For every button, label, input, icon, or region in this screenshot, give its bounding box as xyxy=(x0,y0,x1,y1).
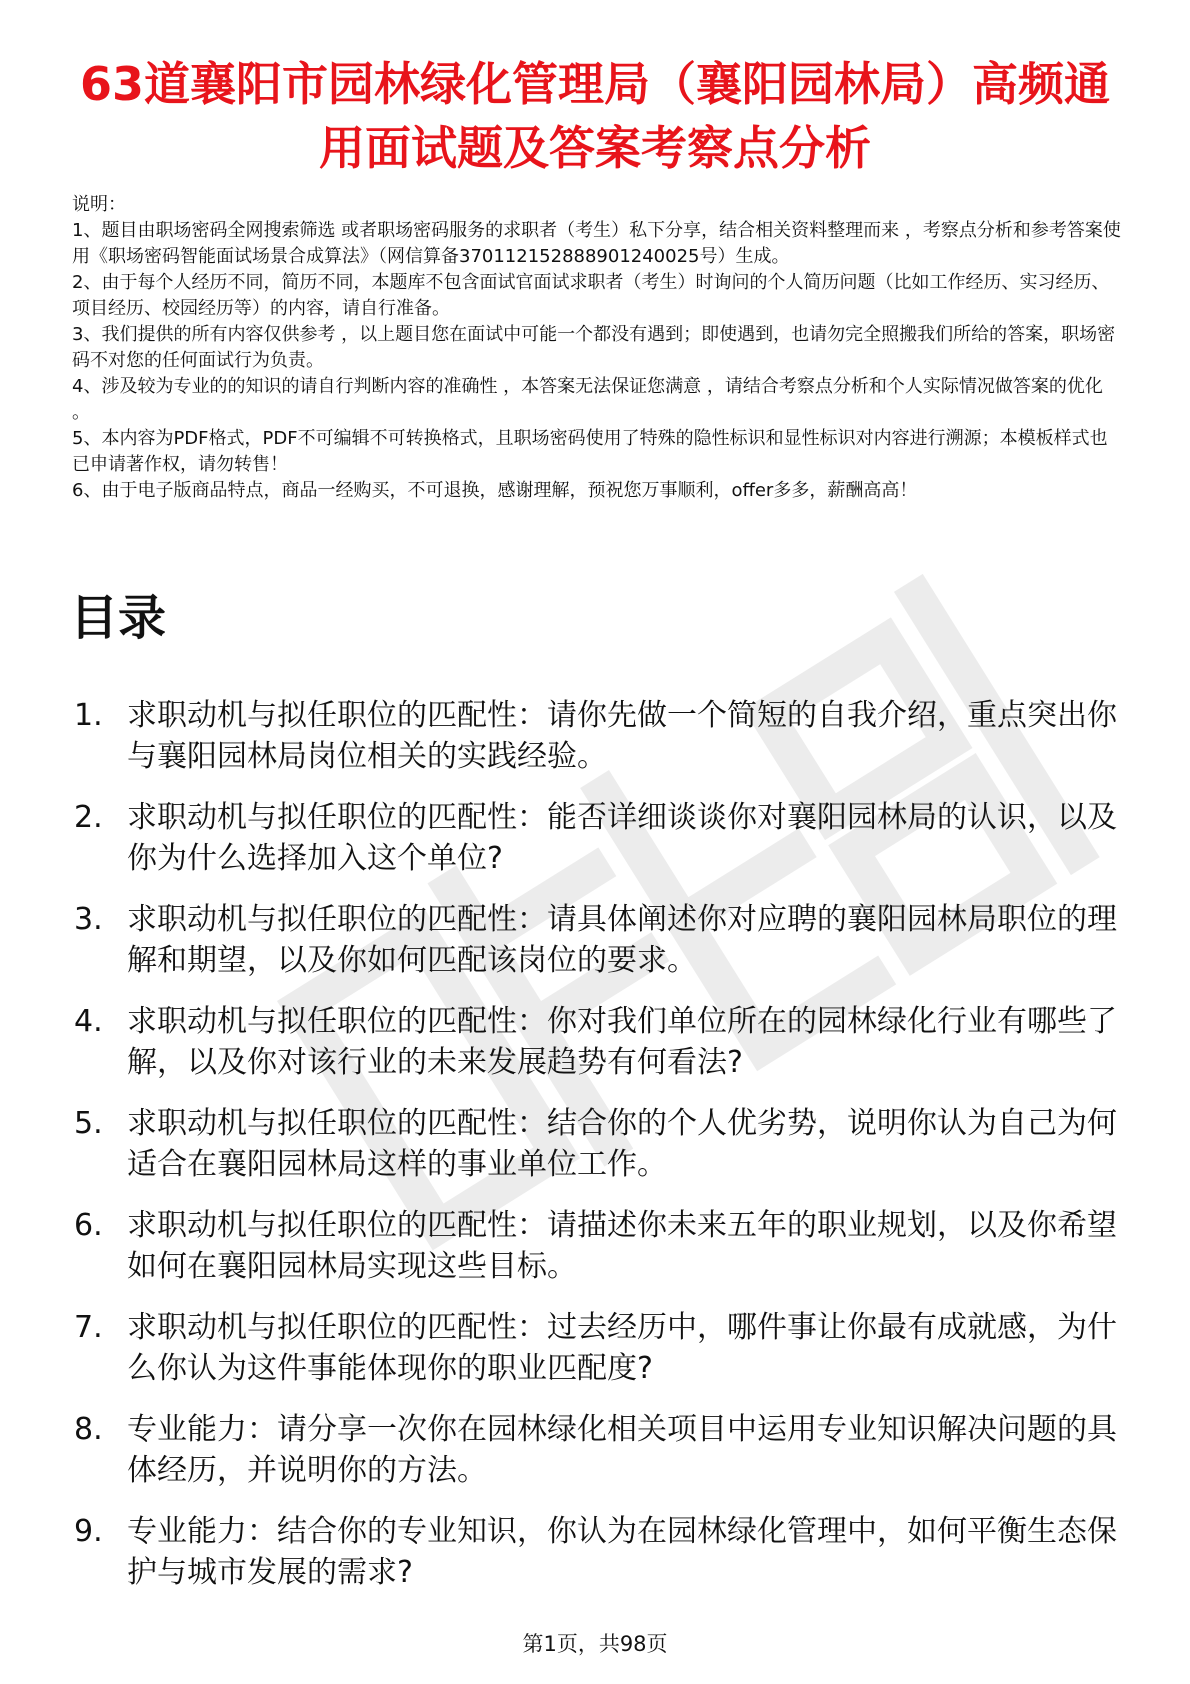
toc-item-6[interactable] xyxy=(70,1205,1130,1287)
toc-item-text: 专业能力：结合你的专业知识，你认为在园林绿化管理中，如何平衡生态保护与城市发展的需求? xyxy=(127,1514,1117,1590)
toc-item-text: 求职动机与拟任职位的匹配性：请你先做一个简短的自我介绍，重点突出你与襄阳园林局岗位相关的实践经验。 xyxy=(127,698,1117,774)
toc-item-number: 4. xyxy=(74,1004,103,1039)
page-footer: 第1页，共98页 xyxy=(522,1632,668,1656)
toc-item-3[interactable] xyxy=(70,899,1130,981)
toc-item-9[interactable] xyxy=(70,1511,1130,1593)
note-item-2: 2、由于每个人经历不同，简历不同，本题库不包含面试官面试求职者（考生）时询问的个人简历问题（比如工作经历、实习经历、项目经历、校园经历等）的内容，请自行准备。 xyxy=(72,272,1110,319)
note-item-3: 3、我们提供的所有内容仅供参考 ，以上题目您在面试中可能一个都没有遇到；即使遇到，也请勿完全照搬我们所给的答案，职场密码不对您的任何面试行为负责。 xyxy=(72,324,1116,371)
document-title: 63道襄阳市园林绿化管理局（襄阳园林局）高频通用面试题及答案考察点分析 xyxy=(79,57,1110,175)
toc-heading: 目录 xyxy=(70,590,167,646)
notes-section xyxy=(72,192,1122,504)
toc-item-number: 3. xyxy=(74,902,103,937)
toc-item-8[interactable] xyxy=(70,1409,1130,1491)
toc-item-text: 求职动机与拟任职位的匹配性：能否详细谈谈你对襄阳园林局的认识，以及你为什么选择加入这个单位? xyxy=(127,800,1117,876)
note-item-1: 1、题目由职场密码全网搜索筛选 或者职场密码服务的求职者（考生）私下分享，结合相关资料整理而来 ，考察点分析和参考答案使用《职场密码智能面试场景合成算法》（网信算备3701121528889012400​25号）生成。 xyxy=(72,220,1121,267)
toc-item-text: 求职动机与拟任职位的匹配性：结合你的个人优劣势，说明你认为自己为何适合在襄阳园林局这样的事业单位工作。 xyxy=(127,1106,1117,1182)
note-item-6: 6、由于电子版商品特点，商品一经购买，不可退换，感谢理解，预祝您万事顺利，offer多多，薪酬高高！ xyxy=(72,480,918,501)
toc-item-number: 1. xyxy=(74,698,103,733)
toc-item-number: 7. xyxy=(74,1310,103,1345)
toc-item-text: 求职动机与拟任职位的匹配性：过去经历中，哪件事让你最有成就感，为什么你认为这件事能体现你的职业匹配度? xyxy=(127,1310,1117,1386)
toc-item-7[interactable] xyxy=(70,1307,1130,1389)
toc-item-text: 求职动机与拟任职位的匹配性：你对我们单位所在的园林绿化行业有哪些了解，以及你对该行业的未来发展趋势有何看法? xyxy=(127,1004,1117,1080)
note-item-5: 5、本内容为PDF格式，PDF不可编辑不可转换格式，且职场密码使用了特殊的隐性标识和显性标识对内容进行溯源；本模板样式也已申请著作权，请勿转售！ xyxy=(72,428,1108,475)
toc-item-number: 2. xyxy=(74,800,103,835)
toc-item-number: 5. xyxy=(74,1106,103,1141)
toc-item-4[interactable] xyxy=(70,1001,1130,1083)
toc-item-5[interactable] xyxy=(70,1103,1130,1185)
toc-list xyxy=(70,695,1130,1613)
toc-item-number: 8. xyxy=(74,1412,103,1447)
toc-item-2[interactable] xyxy=(70,797,1130,879)
note-item-4: 4、涉及较为专业的的知识的请自行判断内容的准确性 ，本答案无法保证您满意 ，请结合考察点分析和个人实际情况做答案的优化 。 xyxy=(72,376,1103,423)
toc-item-text: 专业能力：请分享一次你在园林绿化相关项目中运用专业知识解决问题的具体经历，并说明你的方法。 xyxy=(127,1412,1117,1488)
toc-item-1[interactable] xyxy=(70,695,1130,777)
toc-item-number: 6. xyxy=(74,1208,103,1243)
toc-item-number: 9. xyxy=(74,1514,103,1549)
notes-heading: 说明： xyxy=(72,194,126,215)
toc-item-text: 求职动机与拟任职位的匹配性：请具体阐述你对应聘的襄阳园林局职位的理解和期望，以及你如何匹配该岗位的要求。 xyxy=(127,902,1117,978)
toc-item-text: 求职动机与拟任职位的匹配性：请描述你未来五年的职业规划，以及你希望如何在襄阳园林局实现这些目标。 xyxy=(127,1208,1117,1284)
